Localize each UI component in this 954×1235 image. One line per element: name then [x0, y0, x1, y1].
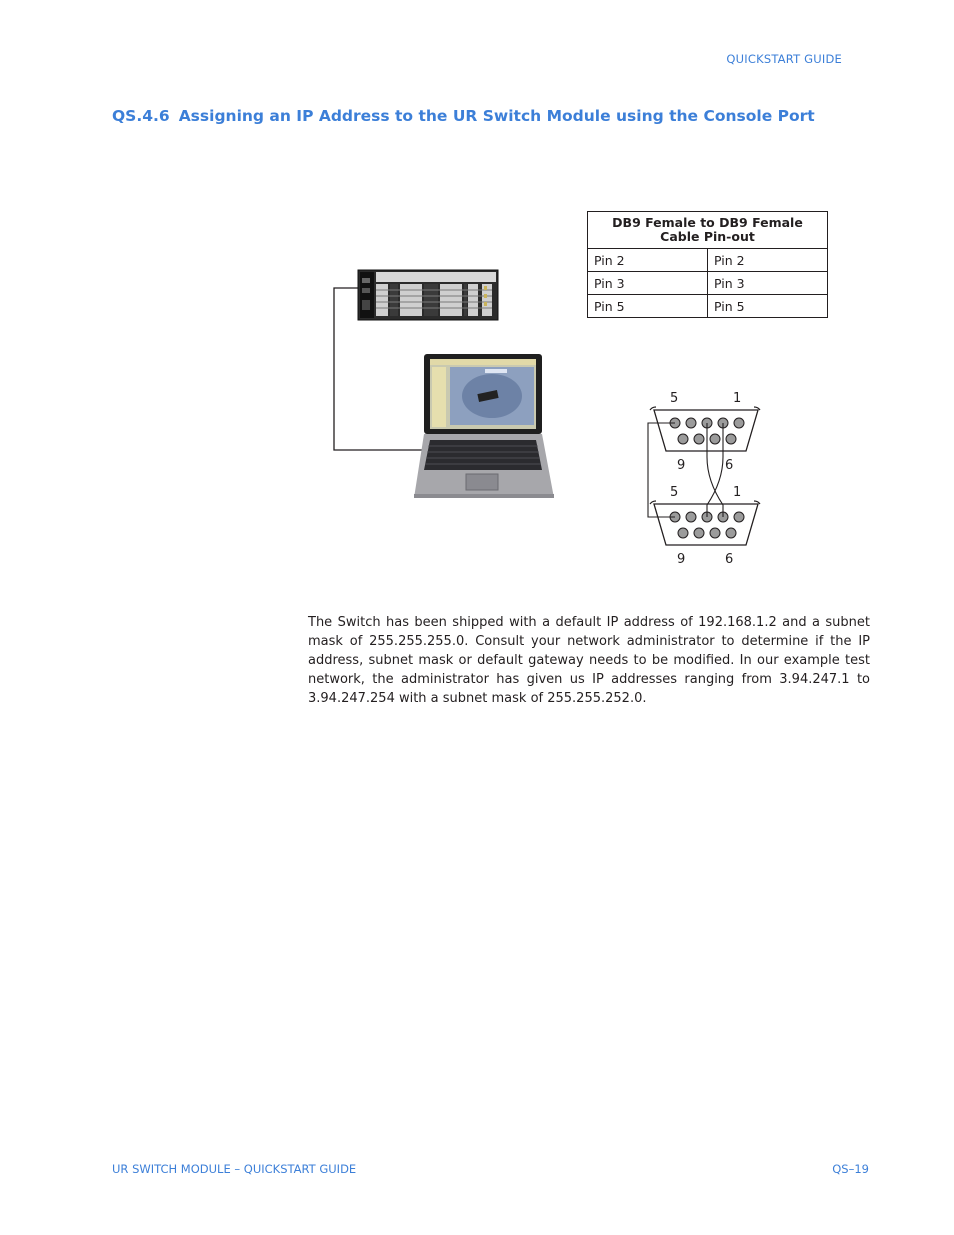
footer-title: UR SWITCH MODULE – QUICKSTART GUIDE — [112, 1162, 357, 1176]
pin-label: 1 — [733, 485, 742, 500]
table-row — [588, 272, 828, 295]
table-cell: Pin 3 — [708, 272, 828, 295]
table-cell: Pin 2 — [708, 249, 828, 272]
db9-connector-top — [650, 407, 760, 451]
pinout-title-line2: Cable Pin-out — [660, 229, 755, 244]
pinout-title-line1: DB9 Female to DB9 Female — [612, 215, 803, 230]
pinout-table — [587, 211, 828, 318]
table-row — [588, 295, 828, 318]
table-cell: Pin 5 — [708, 295, 828, 318]
running-header: QUICKSTART GUIDE — [726, 52, 842, 66]
table-cell: Pin 2 — [588, 249, 708, 272]
pinout-table-title — [588, 212, 828, 249]
section-title: Assigning an IP Address to the UR Switch Module using the Console Port — [178, 107, 815, 125]
pin-label: 5 — [670, 485, 679, 500]
pin-label: 6 — [725, 458, 734, 473]
section-heading — [112, 107, 815, 125]
pin-label: 6 — [725, 552, 734, 567]
db9-connector-bottom — [650, 501, 760, 545]
table-row — [588, 249, 828, 272]
laptop-image — [414, 354, 554, 498]
table-cell: Pin 5 — [588, 295, 708, 318]
connection-diagram — [320, 260, 560, 505]
db9-pinout-diagram — [640, 385, 770, 574]
body-paragraph: The Switch has been shipped with a default IP address of 192.168.1.2 and a subnet mask of 255.255.255.0. Consult your network administrator to determine if the IP address, subnet mask or default gateway needs to be modified. In our example test network, the administrator has given us IP addresses ranging from 3.94.247.1 to 3.94.247.254 with a subnet mask of 255.255.252.0. — [308, 615, 870, 706]
pin-label: 9 — [677, 458, 686, 473]
section-number: QS.4.6 — [112, 107, 170, 125]
pin-label: 9 — [677, 552, 686, 567]
page-number: QS–19 — [832, 1162, 869, 1176]
pin-label: 1 — [733, 391, 742, 406]
ur-device-image — [358, 270, 498, 320]
table-cell: Pin 3 — [588, 272, 708, 295]
db9-connector-drawing — [640, 385, 770, 570]
pin-label: 5 — [670, 391, 679, 406]
